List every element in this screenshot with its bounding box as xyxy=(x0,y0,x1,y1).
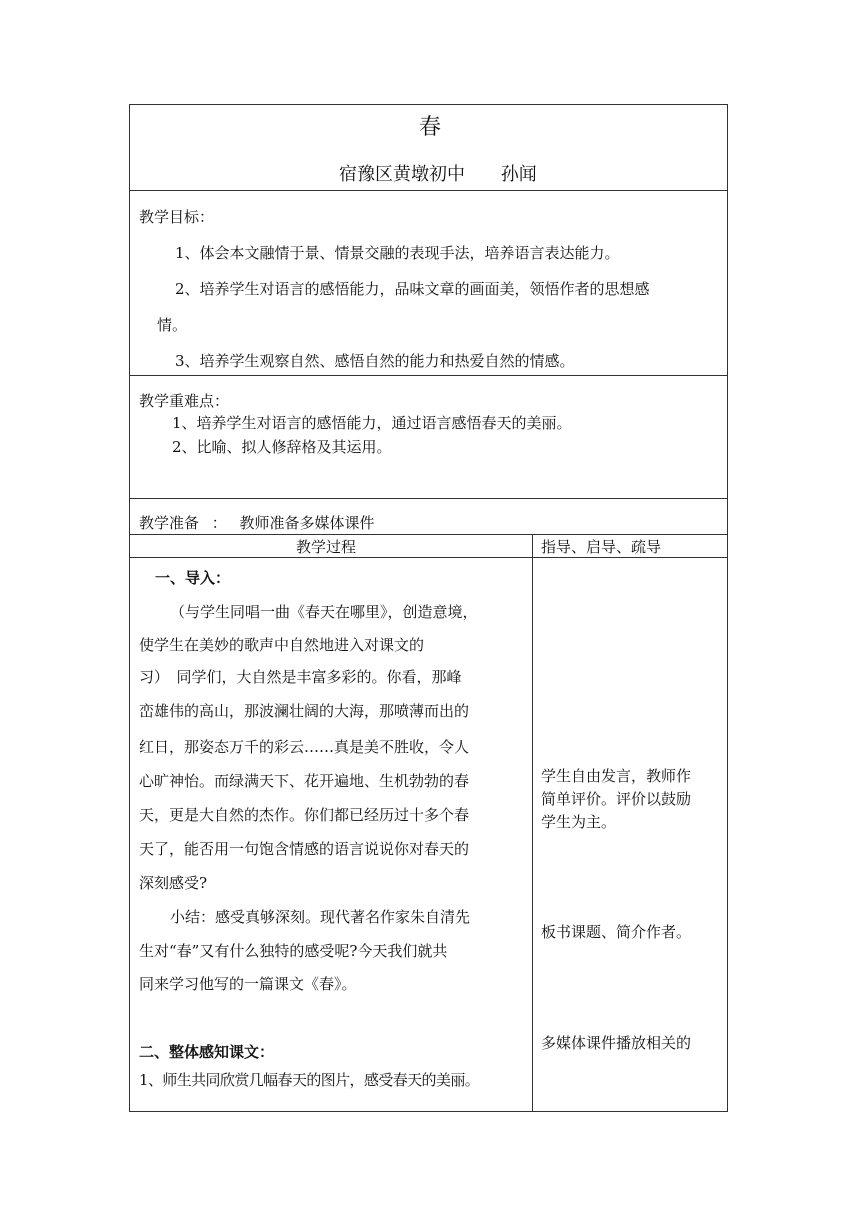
section1-line: 生对“春”又有什么独特的感受呢?今天我们就共 xyxy=(139,942,448,960)
guidance-note: 学生为主。 xyxy=(541,813,617,831)
column-divider xyxy=(532,534,533,1112)
column-header-guidance: 指导、启导、疏导 xyxy=(541,538,662,556)
guidance-note: 学生自由发言，教师作 xyxy=(541,767,692,785)
objective-item: 3、培养学生观察自然、感悟自然的能力和热爱自然的情感。 xyxy=(175,352,575,370)
guidance-note: 板书课题、简介作者。 xyxy=(541,923,692,941)
guidance-note: 多媒体课件播放相关的 xyxy=(541,1034,692,1052)
section1-line: 小结：感受真够深刻。现代著名作家朱自清先 xyxy=(170,908,471,926)
section1-line: 天，更是大自然的杰作。你们都已经历过十多个春 xyxy=(139,806,470,824)
column-header-process: 教学过程 xyxy=(296,538,357,556)
page-title: 春 xyxy=(418,115,441,140)
author-line: 宿豫区黄墩初中 孙闻 xyxy=(339,164,537,185)
objective-item: 2、培养学生对语言的感悟能力，品味文章的画面美，领悟作者的思想感 xyxy=(175,280,650,298)
preparation-line: 教学准备 ： 教师准备多媒体课件 xyxy=(139,514,375,532)
objective-item: 1、体会本文融情于景、情景交融的表现手法，培养语言表达能力。 xyxy=(175,244,620,262)
guidance-note: 简单评价。评价以鼓励 xyxy=(541,790,692,808)
divider-objectives xyxy=(129,375,728,376)
divider-preparation xyxy=(129,534,728,535)
section1-line: 使学生在美妙的歌声中自然地进入对课文的 xyxy=(139,636,425,654)
section2-heading: 二、整体感知课文： xyxy=(139,1043,275,1061)
section1-line: 心旷神怡。而绿满天下、花开遍地、生机勃勃的春 xyxy=(139,772,470,790)
divider-table-head xyxy=(129,557,728,558)
keypoint-item: 1、培养学生对语言的感悟能力，通过语言感悟春天的美丽。 xyxy=(172,414,572,432)
section1-line: 习） 同学们，大自然是丰富多彩的。你看，那峰 xyxy=(139,668,462,686)
section1-line: （与学生同唱一曲《春天在哪里》，创造意境， xyxy=(170,603,478,621)
keypoint-item: 2、比喻、拟人修辞格及其运用。 xyxy=(172,438,392,456)
section1-line: 红日，那姿态万千的彩云……真是美不胜收，令人 xyxy=(139,738,470,756)
objectives-heading: 教学目标： xyxy=(139,208,215,226)
keypoints-heading: 教学重难点： xyxy=(139,392,230,410)
divider-header xyxy=(129,190,728,191)
section1-line: 天了，能否用一句饱含情感的语言说说你对春天的 xyxy=(139,840,470,858)
section1-line: 峦雄伟的高山，那波澜壮阔的大海，那喷薄而出的 xyxy=(139,702,470,720)
section1-line: 深刻感受? xyxy=(139,874,208,892)
section1-line: 同来学习他写的一篇课文《春》。 xyxy=(139,975,357,993)
divider-keypoints xyxy=(129,498,728,499)
objective-item: 情。 xyxy=(157,316,188,334)
section2-line: 1、师生共同欣赏几幅春天的图片，感受春天的美丽。 xyxy=(139,1071,480,1089)
section1-heading: 一、导入： xyxy=(155,569,231,587)
